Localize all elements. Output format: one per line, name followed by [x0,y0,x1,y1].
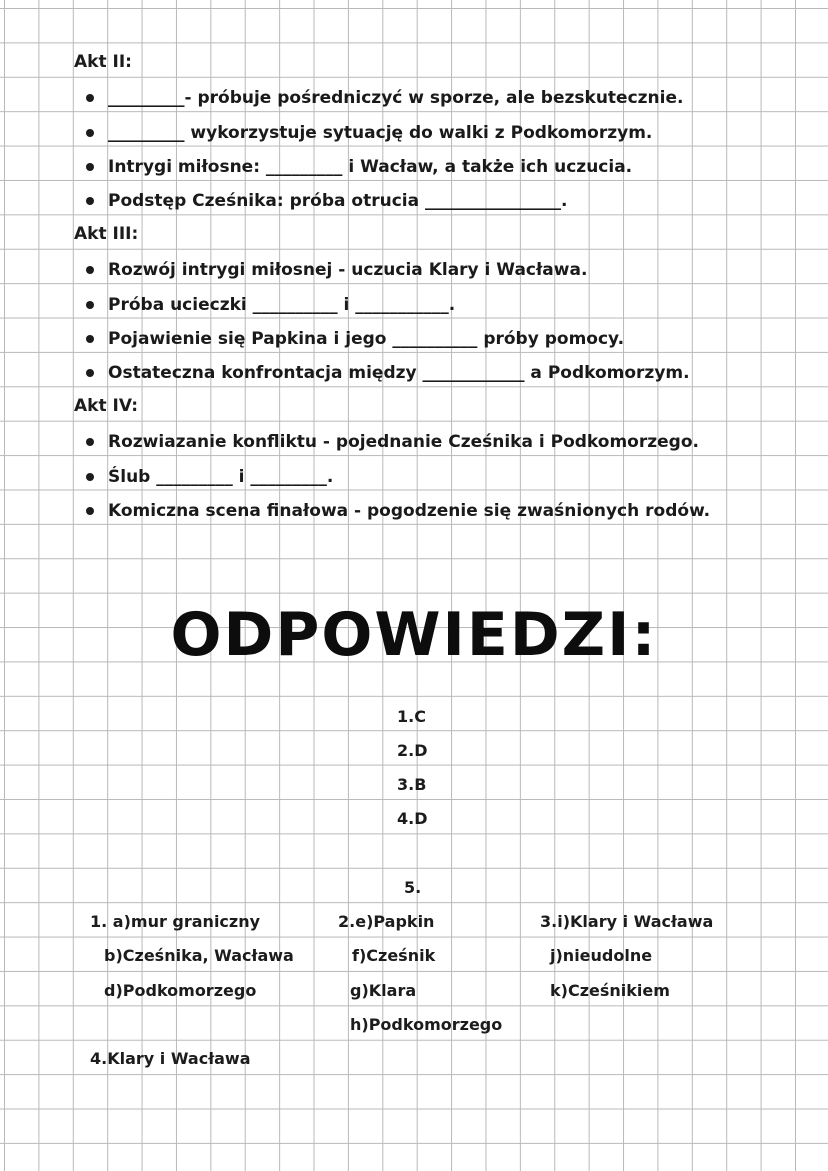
quiz-answer-3: 3.B [397,775,427,794]
col2-line-3: g)Klara [350,981,417,1000]
list-item: Ślub _________ i _________. [86,459,710,493]
list-item: _________- próbuje pośredniczyć w sporze, ale bezskutecznie. [86,81,683,115]
col1-line-1: 1. a)mur graniczny [90,912,261,931]
act2-list [86,81,683,219]
list-item: Ostateczna konfrontacja między ____________ a Podkomorzym. [86,356,690,390]
quiz-answer-1: 1.C [397,707,426,726]
list-item: Próba ucieczki __________ i ___________. [86,287,690,321]
act4-list [86,425,710,528]
col3-line-3: k)Cześnikiem [550,981,670,1000]
col3-line-1: 3.i)Klary i Wacława [540,912,714,931]
col1-line-2: b)Cześnika, Wacława [104,946,294,965]
list-item: Pojawienie się Papkina i jego __________ próby pomocy. [86,322,690,356]
answers-title: ODPOWIEDZI: [170,600,658,670]
act4-heading: Akt IV: [74,396,139,416]
quiz-answer-4: 4.D [397,809,428,828]
col2-line-4: h)Podkomorzego [350,1015,503,1034]
col3-line-2: j)nieudolne [550,946,653,965]
act3-list [86,253,690,391]
list-item: _________ wykorzystuje sytuację do walki z Podkomorzym. [86,115,683,149]
list-item: Rozwiazanie konfliktu - pojednanie Cześnika i Podkomorzego. [86,425,710,459]
task5-label: 5. [404,878,422,897]
col1-line-3: d)Podkomorzego [104,981,257,1000]
list-item: Podstęp Cześnika: próba otrucia ________________. [86,184,683,218]
act2-heading: Akt II: [74,52,132,72]
act3-heading: Akt III: [74,224,139,244]
answer-item-4: 4.Klary i Wacława [90,1049,251,1068]
col2-line-2: f)Cześnik [352,946,436,965]
col2-line-1: 2.e)Papkin [338,912,435,931]
list-item: Komiczna scena finałowa - pogodzenie się zwaśnionych rodów. [86,494,710,528]
quiz-answer-2: 2.D [397,741,428,760]
list-item: Intrygi miłosne: _________ i Wacław, a także ich uczucia. [86,150,683,184]
list-item: Rozwój intrygi miłosnej - uczucia Klary i Wacława. [86,253,690,287]
